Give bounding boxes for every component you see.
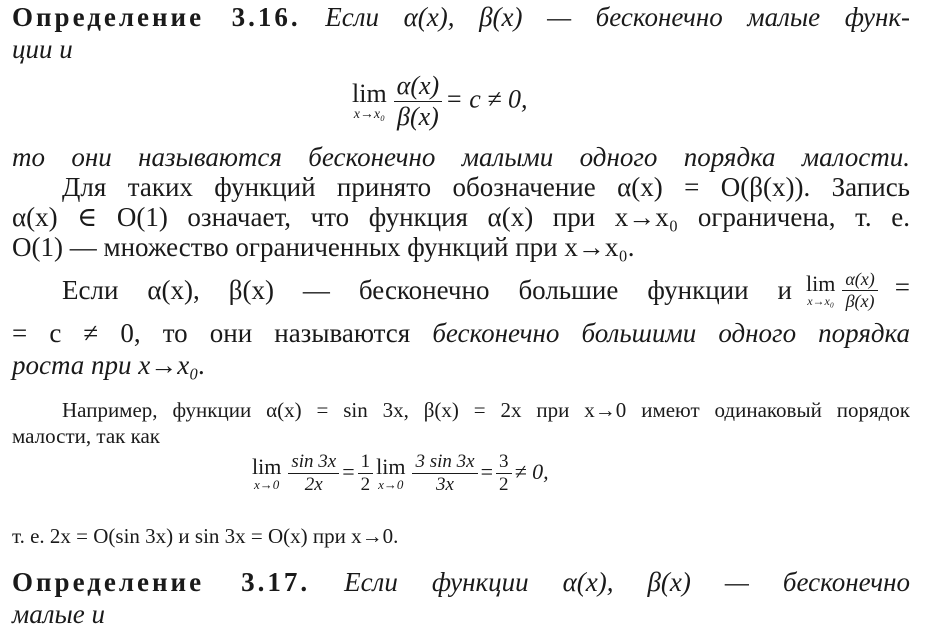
inline-limit-formula: lim x→x₀ $\frac{\alpha(x)}{\beta(x)}$ =: [805, 269, 910, 311]
fraction-alpha-beta: $\frac{\alpha(x)}{\beta(x)}$: [394, 72, 443, 131]
example-line-3: т. е. 2x = O(sin 3x) и sin 3x = O(x) при x→0.: [12, 524, 399, 548]
definition-3-16-line-1: [12, 2, 910, 33]
definition-3-16-text: Если α(x), β(x) — бесконечно малые функ-: [300, 2, 910, 32]
example-formula: lim x→0 $\frac{\sin 3x}{2x}$ = $\frac{1}{2}$ lim x→0 $\frac{3 \sin 3x}{3x}$ = $\frac{3}{2}$ ≠ 0,: [252, 451, 549, 495]
paragraph-2-line-3: роста при x→x₀.: [12, 350, 206, 380]
inline-limit-operator: lim x→x₀: [805, 271, 836, 309]
paragraph-2-line-2: = c ≠ 0, то они называются бесконечно большими одного порядка: [12, 318, 910, 348]
paragraph-1-line-1: то они называются бесконечно малыми одного порядка малости.: [12, 142, 910, 172]
inline-fraction: $\frac{\alpha(x)}{\beta(x)}$: [842, 270, 877, 311]
fraction-one-half: $\frac{1}{2}$: [358, 452, 374, 496]
definition-3-17-line-2: малые и: [12, 599, 106, 629]
example-line-2: малости, так как: [12, 424, 161, 448]
paragraph-1-line-4: O(1) — множество ограниченных функций при x→x₀.: [12, 232, 635, 262]
definition-3-17-text: Если функции α(x), β(x) — бесконечно: [310, 567, 910, 597]
paragraph-2-line-1: [62, 270, 910, 311]
limit-operator: lim x→x₀: [352, 79, 387, 123]
formula-tail: = c ≠ 0,: [445, 84, 528, 114]
example-limit-1: lim x→0: [252, 453, 282, 492]
paragraph-1-line-2: Для таких функций принято обозначение α(x) = O(β(x)). Запись: [62, 172, 910, 202]
definition-3-16-line-2: ции и: [12, 34, 73, 64]
example-line-1: Например, функции α(x) = sin 3x, β(x) = 2x при x→0 имеют одинаковый порядок: [62, 398, 910, 422]
paragraph-1-line-3: α(x) ∈ O(1) означает, что функция α(x) при x→x₀ ограничена, т. е.: [12, 202, 910, 232]
paragraph-2-text: Если α(x), β(x) — бесконечно большие функции и: [62, 275, 792, 306]
definition-3-16-label: Определение 3.16.: [12, 2, 301, 32]
definition-3-17-line-1: [12, 567, 910, 598]
fraction-three-halves: $\frac{3}{2}$: [496, 452, 512, 496]
example-limit-2: lim x→0: [376, 453, 406, 492]
fraction-3sin3x-3x: $\frac{3 \sin 3x}{3x}$: [412, 452, 477, 496]
fraction-sin3x-2x: $\frac{\sin 3x}{2x}$: [288, 452, 339, 496]
definition-3-17-label: Определение 3.17.: [12, 567, 311, 597]
formula-limit-ratio: [352, 72, 528, 131]
